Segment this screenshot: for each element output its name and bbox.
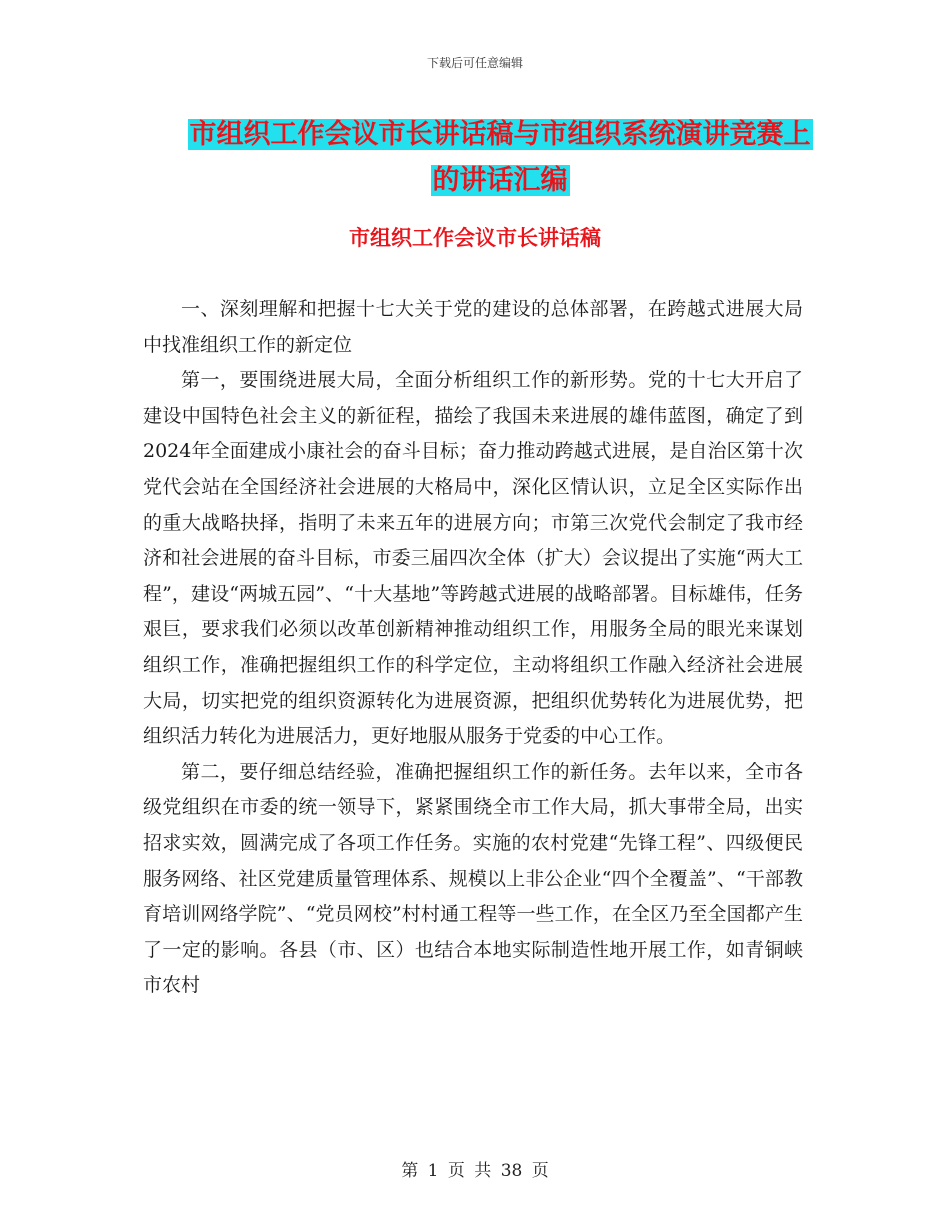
page-number: 第 1 页 共 38 页 <box>401 1161 549 1181</box>
paragraph: 一、深刻理解和把握十七大关于党的建设的总体部署，在跨越式进展大局中找准组织工作的新定位 <box>143 298 803 356</box>
paragraph: 第二，要仔细总结经验，准确把握组织工作的新任务。去年以来，全市各级党组织在市委的统一领导下，紧紧围绕全市工作大局，抓大事带全局，出实招求实效，圆满完成了各项工作任务。实施的农村党建“先锋工程”、四级便民服务网络、社区党建质量管理体系、规模以上非公企业“四个全覆盖”、“干部教育培训网络学院”、“党员网校”村村通工程等一些工作，在全区乃至全国都产生了一定的影响。各县（市、区）也结合本地实际制造性地开展工作，如青铜峡市农村 <box>143 760 803 997</box>
section-title: 市组织工作会议市长讲话稿 <box>349 225 601 250</box>
title-highlight-2: 的讲话汇编 <box>432 165 568 196</box>
paragraph: 第一，要围绕进展大局，全面分析组织工作的新形势。党的十七大开启了建设中国特色社会主义的新征程，描绘了我国未来进展的雄伟蓝图，确定了到2024年全面建成小康社会的奋斗目标；奋力推动跨越式进展，是自治区第十次党代会站在全国经济社会进展的大格局中，深化区情认识，立足全区实际作出的重大战略抉择，指明了未来五年的进展方向；市第三次党代会制定了我市经济和社会进展的奋斗目标，市委三届四次全体（扩大）会议提出了实施“两大工程”，建设“两城五园”、“十大基地”等跨越式进展的战略部署。目标雄伟，任务艰巨，要求我们必须以改革创新精神推动组织工作，用服务全局的眼光来谋划组织工作，准确把握组织工作的科学定位，主动将组织工作融入经济社会进展大局，切实把党的组织资源转化为进展资源，把组织优势转化为进展优势，把组织活力转化为进展活力，更好地服从服务于党委的中心工作。 <box>143 369 803 748</box>
body-text <box>143 292 803 1004</box>
header-note: 下载后可任意编辑 <box>426 56 523 70</box>
document-title-line-1 <box>150 112 850 158</box>
title-highlight-1: 市组织工作会议市长讲话稿与市组织系统演讲竞赛上 <box>189 119 811 150</box>
document-title-line-2 <box>150 158 850 204</box>
document-title <box>150 112 850 204</box>
